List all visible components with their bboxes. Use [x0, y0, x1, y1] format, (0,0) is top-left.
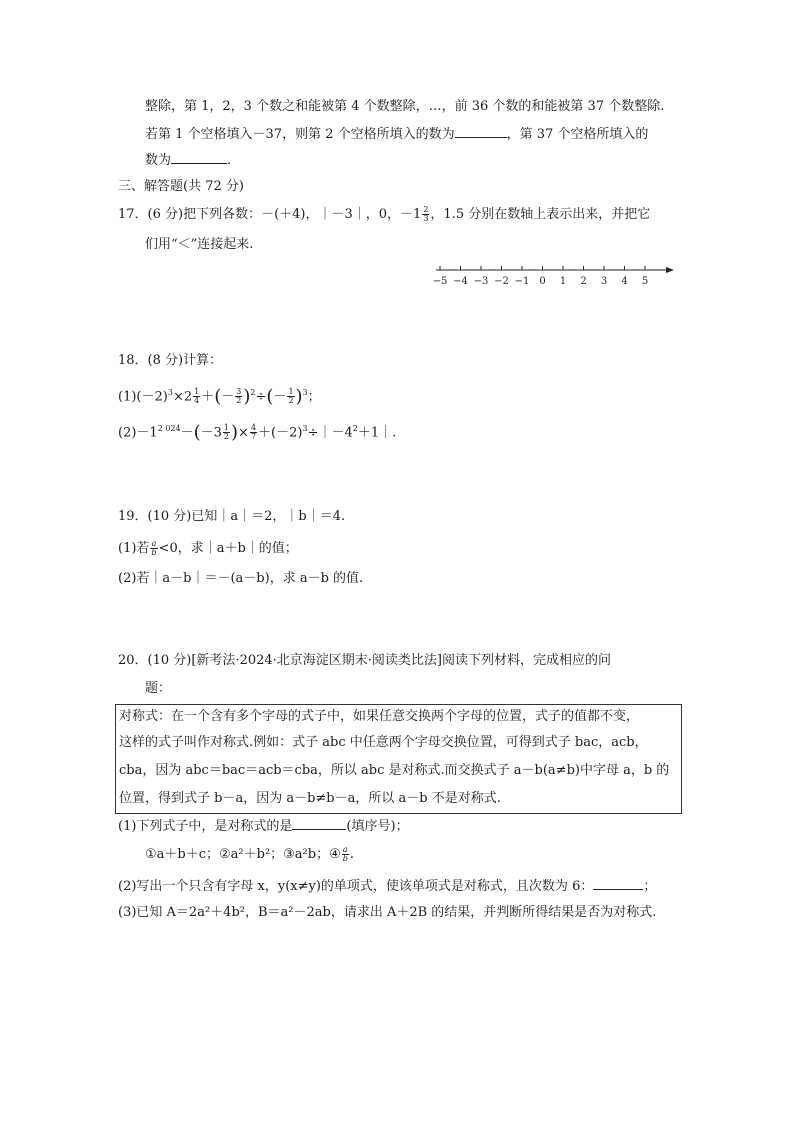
denominator: 2: [288, 396, 294, 406]
numerator: a: [342, 845, 348, 854]
text: ；: [643, 879, 657, 894]
fraction: [150, 540, 157, 557]
tick-label: −2: [494, 276, 509, 287]
exponent: 3: [167, 388, 173, 397]
text: －: [180, 425, 194, 441]
text: ①a＋b＋c；②a²＋b²；③a²b；④: [145, 847, 341, 862]
text: ×2: [172, 389, 193, 405]
fraction: [223, 424, 230, 441]
numerator: 2: [423, 205, 429, 214]
q20-part-1: [118, 816, 409, 836]
numerator: a: [151, 539, 157, 548]
q20-part-3: (3)已知 A＝2a²＋4b²，B＝a²－2ab，请求出 A＋2B 的结果，并判断所得结果是否为对称式.: [118, 905, 657, 920]
denominator: b: [342, 854, 348, 863]
numerator: 1: [223, 423, 230, 433]
answer-blank[interactable]: [292, 816, 346, 830]
numerator: 4: [250, 423, 257, 433]
paren: (: [214, 385, 222, 407]
text: ＋(－2): [258, 425, 303, 441]
tick-label: 4: [621, 276, 628, 287]
text: <0，求｜a＋b｜的值；: [158, 541, 298, 556]
fraction: [250, 424, 257, 441]
text: (1)若: [118, 541, 150, 556]
text: .: [227, 153, 232, 168]
tick-group: [433, 266, 649, 287]
paren: ): [295, 385, 303, 407]
paren: ): [243, 385, 251, 407]
answer-blank[interactable]: [455, 124, 507, 138]
tick-label: 1: [559, 276, 567, 287]
tick-label: −5: [432, 276, 448, 287]
q20-options: [145, 846, 354, 864]
text: (1)(－2): [118, 389, 168, 405]
text: ＋1｜.: [357, 425, 397, 441]
number-line: [430, 262, 680, 288]
prev-question-line-2: [145, 124, 648, 144]
q20-heading: 20．(10 分)[新考法·2024·北京海淀区期末·阅读类比法]阅读下列材料，完成相应的问: [118, 653, 611, 668]
arrow-head: [666, 267, 674, 273]
section-heading: 三、解答题(共 72 分): [118, 179, 244, 194]
paren: (: [266, 385, 274, 407]
tick-label: −4: [453, 276, 468, 287]
text: ×: [238, 425, 249, 441]
text: (2)－1: [118, 425, 158, 441]
numerator: 3: [236, 387, 242, 397]
exponent: 2 024: [157, 424, 181, 433]
fraction: [193, 388, 200, 405]
exponent: 3: [302, 388, 308, 397]
q20-heading-cont: 题：: [145, 681, 172, 696]
q17-line-2: [145, 236, 253, 254]
prev-question-line-1: [145, 98, 664, 116]
text: ÷｜－4: [307, 425, 353, 441]
text: ；: [307, 389, 321, 405]
text: (1)下列式子中，是对称式的是: [118, 819, 293, 834]
exponent: 2: [250, 388, 256, 397]
denominator: 3: [423, 214, 429, 223]
tick-label: −3: [473, 276, 489, 287]
answer-blank[interactable]: [593, 876, 643, 890]
text: ÷: [255, 389, 267, 405]
text: (2)写出一个只含有字母 x，y(x≠y)的单项式，使该单项式是对称式，且次数为 6：: [118, 879, 594, 894]
paren: ): [231, 421, 239, 443]
q19-part-2: (2)若｜a－b｜＝－(a－b)，求 a－b 的值.: [118, 571, 364, 586]
tick-label: 2: [580, 276, 587, 287]
text: ，第 37 个空格所填入的: [506, 127, 649, 142]
box-line-3: cba，因为 abc＝bac＝acb＝cba，所以 abc 是对称式.而交换式子 a－b(a≠b)中字母 a，b 的: [119, 763, 670, 778]
text: 若第 1 个空格填入－37，则第 2 个空格所填入的数为: [145, 127, 455, 142]
denominator: b: [151, 548, 157, 557]
fraction: [342, 846, 349, 863]
fraction: [235, 388, 242, 405]
denominator: 4: [194, 396, 200, 406]
text: 整除，第 1，2，3 个数之和能被第 4 个数整除，…，前 36 个数的和能被第 37 个数整除.: [145, 99, 665, 114]
text: 数为: [145, 153, 172, 168]
q17-text: 们用“＜”连接起来.: [145, 237, 254, 252]
q18-heading: 18．(8 分)计算：: [118, 353, 223, 368]
q18-part-2: $(2)-1^{2 024}-(-3$ $\frac{1}{2}$ )× $\frac{4}{7}$ $+(-2)^3\div|-4^2+1|$.: [118, 421, 397, 443]
answer-blank[interactable]: [171, 150, 227, 164]
tick-label: 5: [641, 276, 649, 287]
exponent: 2: [352, 424, 358, 433]
fraction: [422, 206, 429, 223]
text: ＋: [201, 389, 215, 405]
denominator: 2: [236, 396, 242, 406]
q17-text: 17．(6 分)把下列各数：－(＋4)，｜－3｜，0，－1: [118, 207, 422, 222]
tick-label: 0: [539, 276, 546, 287]
exponent: 3: [302, 424, 308, 433]
denominator: 2: [223, 432, 230, 442]
box-line-1: 对称式：在一个含有多个字母的式子中，如果任意交换两个字母的位置，式子的值都不变，: [119, 709, 640, 724]
numerator: 1: [194, 387, 200, 397]
tick-label: −1: [514, 276, 530, 287]
numerator: 1: [288, 387, 294, 397]
box-line-2: 这样的式子叫作对称式.例如：式子 abc 中任意两个字母交换位置，可得到式子 bac，acb，: [119, 735, 648, 750]
q19-part-1: [118, 540, 298, 558]
q20-part-2: [118, 876, 656, 896]
text: (填序号)；: [346, 819, 409, 834]
q18-part-1: $(1)(-2)^3\times 2$ $\frac{1}{4}$ ＋(－ $\frac{3}{2}$ )$^2$÷(－ $\frac{1}{2}$ )$^3$；: [118, 385, 321, 407]
box-line-4: 位置，得到式子 b－a，因为 a－b≠b－a，所以 a－b 不是对称式.: [119, 791, 501, 806]
text: .: [349, 847, 355, 862]
fraction: [287, 388, 294, 405]
tick-label: 3: [600, 276, 608, 287]
q19-heading: 19．(10 分)已知｜a｜＝2，｜b｜＝4.: [118, 509, 346, 524]
prev-question-line-3: [145, 150, 231, 170]
q17-line-1: [118, 206, 650, 224]
q17-text: ，1.5 分别在数轴上表示出来，并把它: [430, 207, 651, 222]
paren: (: [193, 421, 201, 443]
denominator: 7: [250, 432, 257, 442]
